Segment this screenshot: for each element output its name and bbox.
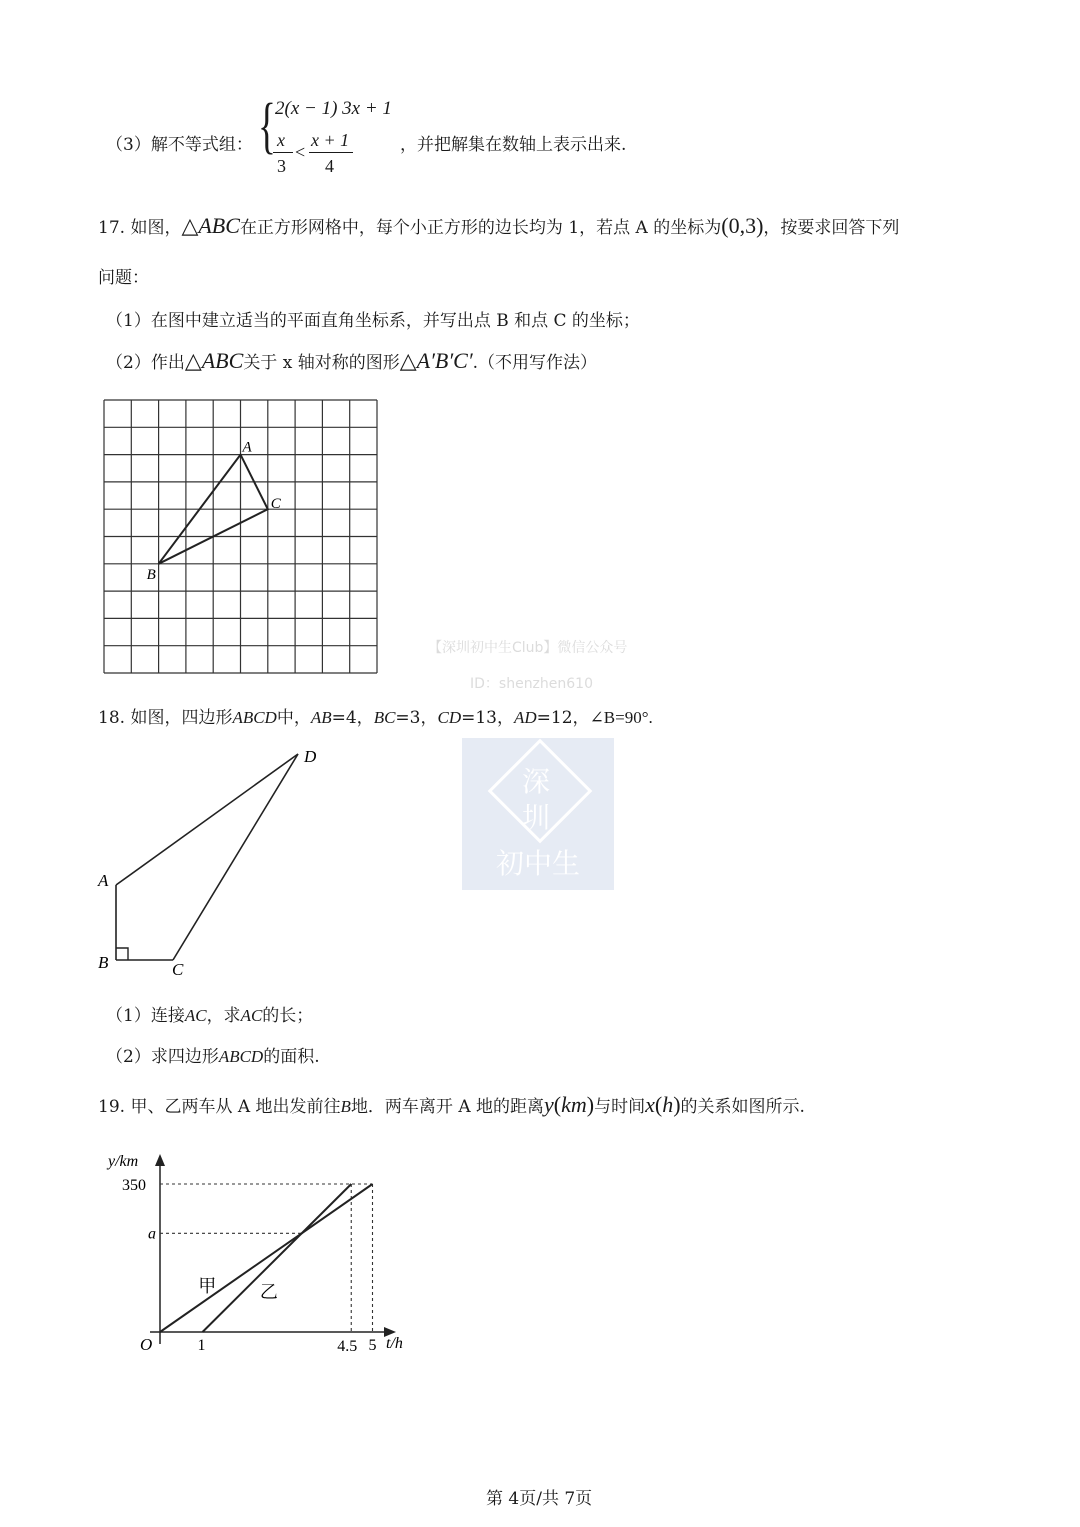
x-tick-4-5: 4.5 [337, 1338, 358, 1355]
side-da [116, 754, 298, 885]
watermark-logo [462, 738, 614, 890]
label-b: B [146, 566, 156, 583]
y-tick-a: a [148, 1225, 156, 1243]
label-a: A [98, 871, 109, 890]
x-axis-label: t/h [386, 1335, 403, 1352]
q19-stem: 19. 甲、乙两车从 A 地出发前往B地．两车离开 A 地的距离y(km)与时间x(h)的关系如图所示. [98, 1092, 805, 1117]
watermark-line2: ID：shenzhen610 [470, 676, 593, 692]
q16-part3-prefix: （3）解不等式组： [106, 135, 253, 155]
inequality-1: 2(x − 1) 3x + 1 [275, 98, 392, 119]
origin-label: O [140, 1335, 153, 1354]
y-tick-350: 350 [122, 1177, 146, 1194]
ineq2-left-bar [273, 152, 293, 153]
q17-grid-figure [100, 396, 382, 676]
ineq2-right-bar [309, 152, 353, 153]
watermark-logo-text: 初中生 [496, 847, 581, 880]
q16-part3-suffix: ，并把解集在数轴上表示出来. [400, 135, 627, 155]
page-number: 第 4页/共 7页 [486, 1489, 593, 1509]
ineq2-right-num: x + 1 [311, 130, 350, 150]
y-axis-label: y/km [108, 1153, 139, 1170]
triangle-abc: △ABC [181, 213, 240, 238]
y-axis-arrow [155, 1154, 165, 1166]
side-cd [173, 754, 298, 960]
grid-lines [104, 400, 377, 673]
watermark-logo-char2: 圳 [522, 801, 551, 834]
q19-chart [100, 1150, 420, 1380]
q19-number: 19. [98, 1097, 126, 1117]
series-label-jia: 甲 [198, 1275, 217, 1296]
series-label-yi: 乙 [259, 1282, 278, 1303]
q17-part1: （1）在图中建立适当的平面直角坐标系，并写出点 B 和点 C 的坐标； [106, 311, 640, 331]
q17-stem: 17. 如图，△ABC在正方形网格中，每个小正方形的边长均为 1，若点 A 的坐标为(0,3)，按要求回答下列 [98, 213, 900, 238]
right-angle-mark [116, 948, 128, 960]
ineq2-operator: < [295, 142, 306, 162]
label-c: C [172, 960, 184, 979]
watermark-line1: 【深圳初中生Club】微信公众号 [428, 640, 628, 656]
label-d: D [304, 747, 317, 766]
q18-part2: （2）求四边形ABCD的面积. [106, 1047, 320, 1067]
ineq2-left-num: x [277, 130, 285, 150]
q17-stem-cont: 问题： [98, 268, 149, 288]
point-a-coord: (0,3) [721, 213, 764, 238]
x-tick-5: 5 [368, 1337, 377, 1354]
q18-quadrilateral-figure [90, 740, 340, 980]
series-line-jia [160, 1184, 373, 1332]
label-a: A [242, 439, 252, 456]
q17-number: 17. [98, 218, 126, 238]
q18-stem: 18. 如图，四边形ABCD中，AB=4，BC=3，CD=13，AD=12，∠B=90°. [98, 708, 653, 728]
ineq2-left-den: 3 [277, 156, 286, 176]
watermark-logo-char1: 深 [522, 765, 551, 798]
q18-number: 18. [98, 708, 126, 728]
label-c: C [270, 496, 281, 513]
q18-part1: （1）连接AC，求AC的长； [106, 1006, 314, 1026]
ineq2-right-den: 4 [325, 156, 334, 176]
label-b: B [98, 953, 109, 972]
series-line-yi [203, 1184, 352, 1332]
q17-part2: （2）作出△ABC关于 x 轴对称的图形△A′B′C′.（不用写作法） [106, 348, 598, 373]
system-brace: { [258, 92, 276, 160]
x-tick-1: 1 [197, 1337, 206, 1354]
chart-series [160, 1184, 373, 1332]
